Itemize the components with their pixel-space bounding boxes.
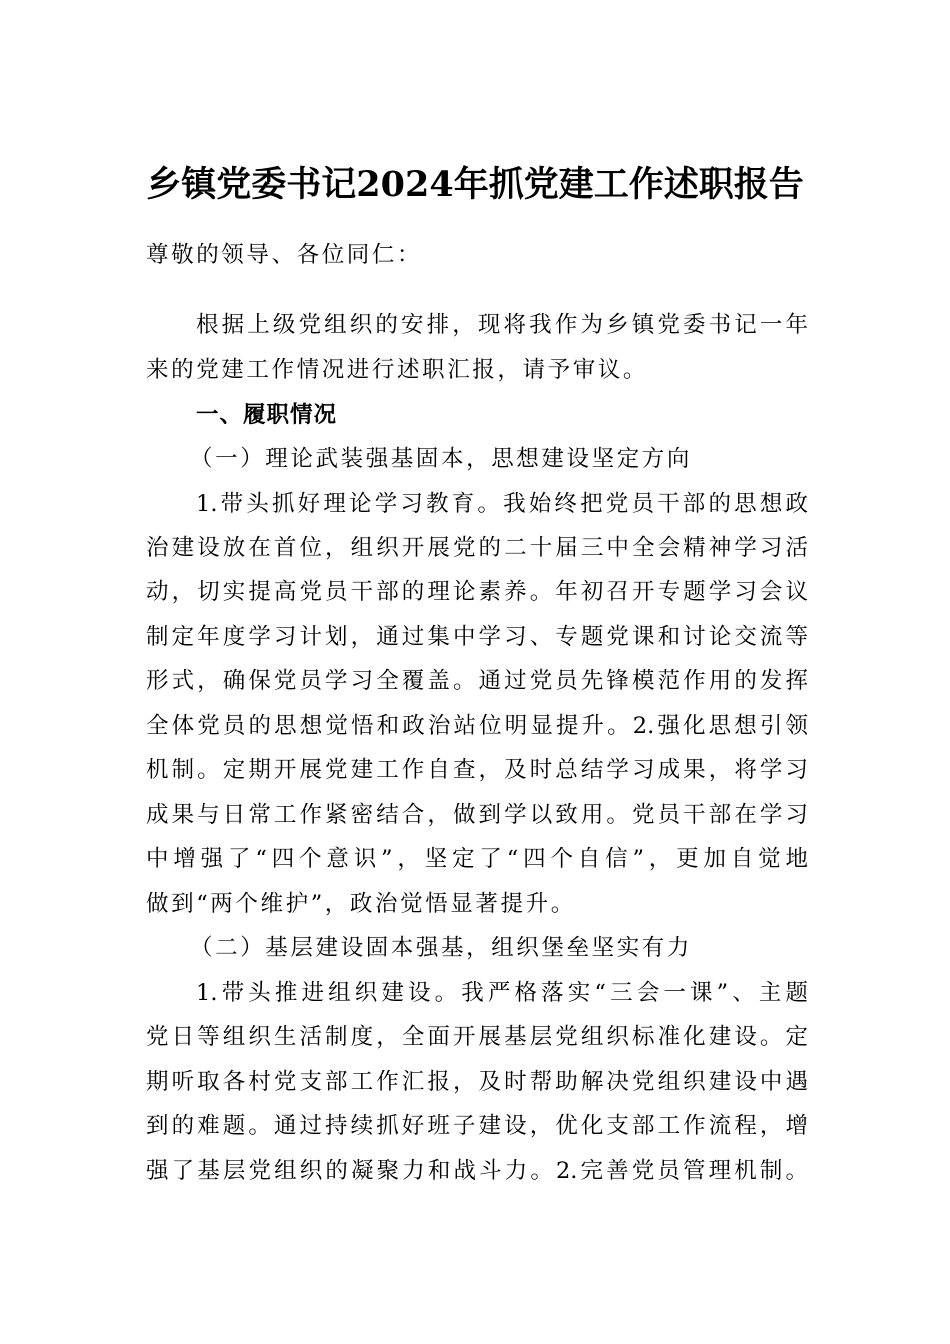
paragraph-line: 治建设放在首位，组织开展党的二十届三中全会精神学习活 <box>146 535 808 561</box>
paragraph-line: 全体党员的思想觉悟和政治站位明显提升。2.强化思想引领 <box>146 713 808 739</box>
subsection-heading: （二）基层建设固本强基，组织堡垒坚实有力 <box>190 935 693 961</box>
salutation: 尊敬的领导、各位同仁： <box>146 242 423 268</box>
intro-line: 来的党建工作情况进行述职汇报，请予审议。 <box>146 357 649 383</box>
paragraph-line: 成果与日常工作紧密结合，做到学以致用。党员干部在学习 <box>146 802 808 828</box>
paragraph-line: 期听取各村党支部工作汇报，及时帮助解决党组织建设中遇 <box>146 1069 808 1095</box>
paragraph-line: 机制。定期开展党建工作自查，及时总结学习成果，将学习 <box>146 757 808 783</box>
paragraph-line: 中增强了“四个意识”，坚定了“四个自信”，更加自觉地 <box>146 846 808 872</box>
subsection-heading: （一）理论武装强基固本，思想建设坚定方向 <box>190 446 693 472</box>
paragraph-line: 1.带头抓好理论学习教育。我始终把党员干部的思想政 <box>196 491 808 517</box>
paragraph-line: 动，切实提高党员干部的理论素养。年初召开专题学习会议 <box>146 579 808 605</box>
section-heading: 一、履职情况 <box>196 402 338 428</box>
paragraph-line: 制定年度学习计划，通过集中学习、专题党课和讨论交流等 <box>146 624 808 650</box>
paragraph-line: 强了基层党组织的凝聚力和战斗力。2.完善党员管理机制。 <box>146 1158 808 1184</box>
paragraph-line: 1.带头推进组织建设。我严格落实“三会一课”、主题 <box>196 980 808 1006</box>
intro-line: 根据上级党组织的安排，现将我作为乡镇党委书记一年 <box>196 312 808 338</box>
paragraph-line: 到的难题。通过持续抓好班子建设，优化支部工作流程，增 <box>146 1113 808 1139</box>
paragraph-line: 做到“两个维护”，政治觉悟显著提升。 <box>146 891 576 917</box>
paragraph-line: 形式，确保党员学习全覆盖。通过党员先锋模范作用的发挥 <box>146 668 808 694</box>
paragraph-line: 党日等组织生活制度，全面开展基层党组织标准化建设。定 <box>146 1024 808 1050</box>
document-title: 乡镇党委书记2024年抓党建工作述职报告 <box>146 164 804 205</box>
